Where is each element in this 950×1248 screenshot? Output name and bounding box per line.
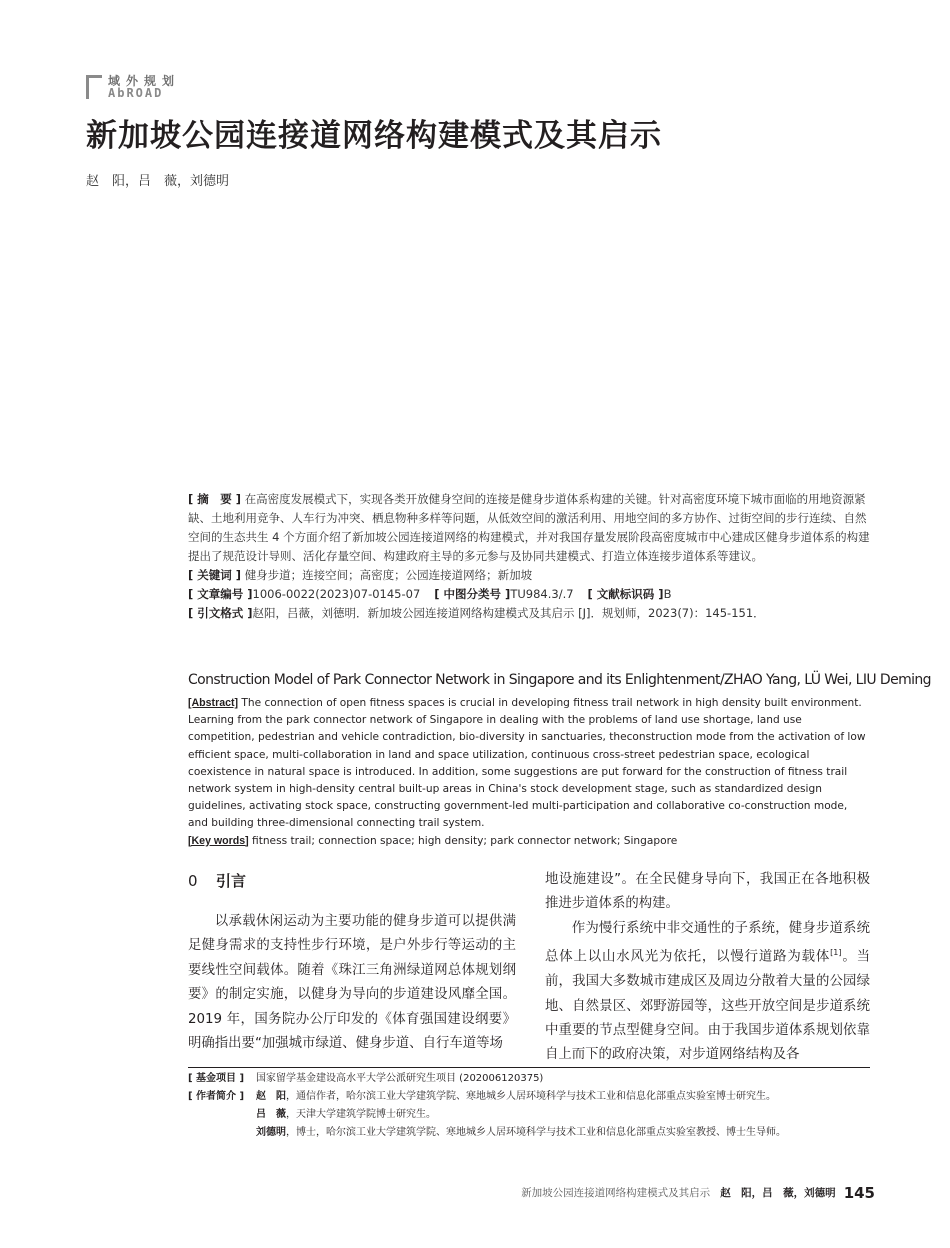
fund-label: [ 基金项目 ] <box>188 1073 245 1084</box>
running-title: 新加坡公园连接道网络构建模式及其启示 <box>521 1187 711 1199</box>
footnote-divider <box>188 1067 870 1068</box>
english-keywords-label: [Key words] <box>188 834 249 847</box>
body-paragraph-text-a: 作为慢行系统中非交通性的子系统，健身步道系统总体上以山水风光为依托，以慢行道路为载体 <box>545 920 870 965</box>
english-abstract-paragraph <box>188 695 870 833</box>
abstract-paragraph <box>188 490 870 566</box>
body-paragraph <box>545 917 870 1068</box>
body-paragraph-continued: 地设施建设”。在全民健身导向下，我国正在各地积极推进步道体系的构建。 <box>545 872 870 912</box>
author-bio-text: ，通信作者，哈尔滨工业大学建筑学院、寒地城乡人居环境科学与技术工业和信息化部重点实验室博士研究生。 <box>286 1091 776 1102</box>
logo-mark-icon <box>86 75 102 99</box>
fund-text: 国家留学基金建设高水平大学公派研究生项目 (202006120375) <box>256 1073 544 1084</box>
logo-chinese-text: 域外规划 <box>108 74 181 88</box>
doc-code: B <box>663 587 672 601</box>
keywords-label: [ 关键词 ] <box>188 568 242 582</box>
author-bio-text: ，博士，哈尔滨工业大学建筑学院、寒地城乡人居环境科学与技术工业和信息化部重点实验室教授、博士生导师。 <box>286 1127 786 1138</box>
author-bio-text: ，天津大学建筑学院博士研究生。 <box>286 1109 436 1120</box>
author-bio-label: [ 作者简介 ] <box>188 1091 245 1102</box>
article-no-label: [ 文章编号 ] <box>188 587 253 601</box>
article-authors: 赵 阳，吕 薇，刘德明 <box>86 174 230 189</box>
author-bio-name: 吕 薇 <box>256 1109 286 1120</box>
english-title: Construction Model of Park Connector Network in Singapore and its Enlightenment/ZHAO Yang, LÜ Wei, LIU Deming <box>188 672 931 688</box>
keywords-line <box>188 566 870 585</box>
reference-marker: [1] <box>830 948 842 958</box>
body-paragraph: 以承载休闲运动为主要功能的健身步道可以提供满足健身需求的支持性步行环境，是户外步行等运动的主要线性空间载体。随着《珠江三角洲绿道网总体规划纲要》的制定实施，以健身为导向的步道建设风靡全国。2019 年，国务院办公厅印发的《体育强国建设纲要》明确指出要“加强城市绿道、健身步道、自行车道等场 <box>188 914 516 1052</box>
citation-line <box>188 604 870 623</box>
abstract-label: [ 摘 要 ] <box>188 492 242 506</box>
logo-english-text: AbROAD <box>108 86 164 100</box>
citation-label: [ 引文格式 ] <box>188 606 253 620</box>
footnotes-block <box>188 1070 870 1142</box>
fund-line <box>188 1070 870 1088</box>
body-text-left <box>188 910 516 1056</box>
article-no: 1006-0022(2023)07-0145-07 <box>252 587 421 601</box>
doc-code-label: [ 文献标识码 ] <box>587 587 664 601</box>
running-authors: 赵 阳，吕 薇，刘德明 <box>720 1187 836 1199</box>
page-number: 145 <box>843 1184 875 1202</box>
author-bio-name: 赵 阳 <box>256 1091 286 1102</box>
body-text-right <box>545 868 870 1068</box>
author-bio-line <box>188 1088 870 1106</box>
body-column-left <box>188 868 516 1056</box>
english-abstract-text: The connection of open fitness spaces is crucial in developing fitness trail network in high density built environment. Learning from the park connector network of Singapore in dealing with the problems of land use shortage, land use competition, pedestrian and vehicle contradiction, bio-diversity in sanctuaries, theconstruction mode from the activation of low efficient space, multi-collaboration in land and space utilization, continuous cross-street pedestrian space, ecological coexistence in natural space is introduced. In addition, some suggestions are put forward for the construction of fitness trail network system in high-density central built-up areas in China's stock development stage, such as standardized design guidelines, activating stock space, constructing government-led multi-participation and collaborative co-construction mode, and building three-dimensional connecting trail system. <box>188 697 866 830</box>
article-info-line <box>188 585 870 604</box>
chinese-abstract-block <box>188 490 870 623</box>
author-bio-line <box>188 1106 870 1124</box>
english-abstract-label: [Abstract] <box>188 697 239 709</box>
author-bio-name: 刘德明 <box>256 1127 286 1138</box>
keywords-text: 健身步道；连接空间；高密度；公园连接道网络；新加坡 <box>244 568 533 582</box>
body-column-right <box>545 868 870 1068</box>
section-number: 0 <box>188 872 198 890</box>
english-keywords-line <box>188 833 870 850</box>
english-abstract-block <box>188 695 870 850</box>
body-paragraph-text-b: 。当前，我国大多数城市建成区及周边分散着大量的公园绿地、自然景区、郊野游园等，这些开放空间是步道系统中重要的节点型健身空间。由于我国步道体系规划依靠自上而下的政府决策，对步道网络结构及各 <box>545 949 870 1063</box>
author-bio-line <box>188 1124 870 1142</box>
citation-text: 赵阳，吕薇，刘德明．新加坡公园连接道网络构建模式及其启示 [J]．规划师，2023(7)：145-151． <box>252 606 765 620</box>
english-keywords-text: fitness trail; connection space; high density; park connector network; Singapore <box>252 834 678 847</box>
abstract-text: 在高密度发展模式下，实现各类开放健身空间的连接是健身步道体系构建的关键。针对高密度环境下城市面临的用地资源紧缺、土地利用竞争、人车行为冲突、栖息物种多样等问题，从低效空间的激活利用、用地空间的多方协作、过街空间的步行连续、自然空间的生态共生 4 个方面介绍了新加坡公园连接道网络的构建模式，并对我国存量发展阶段高密度城市中心建成区健身步道体系的构建提出了规范设计导则、活化存量空间、构建政府主导的多元参与及协同共建模式、打造立体连接步道体系等建议。 <box>188 492 870 563</box>
article-title: 新加坡公园连接道网络构建模式及其启示 <box>86 118 662 154</box>
running-footer <box>521 1184 875 1202</box>
column-logo <box>86 72 186 102</box>
section-heading <box>188 868 516 894</box>
section-title: 引言 <box>216 872 247 890</box>
clc-code: TU984.3/.7 <box>510 587 574 601</box>
clc-label: [ 中图分类号 ] <box>434 587 511 601</box>
